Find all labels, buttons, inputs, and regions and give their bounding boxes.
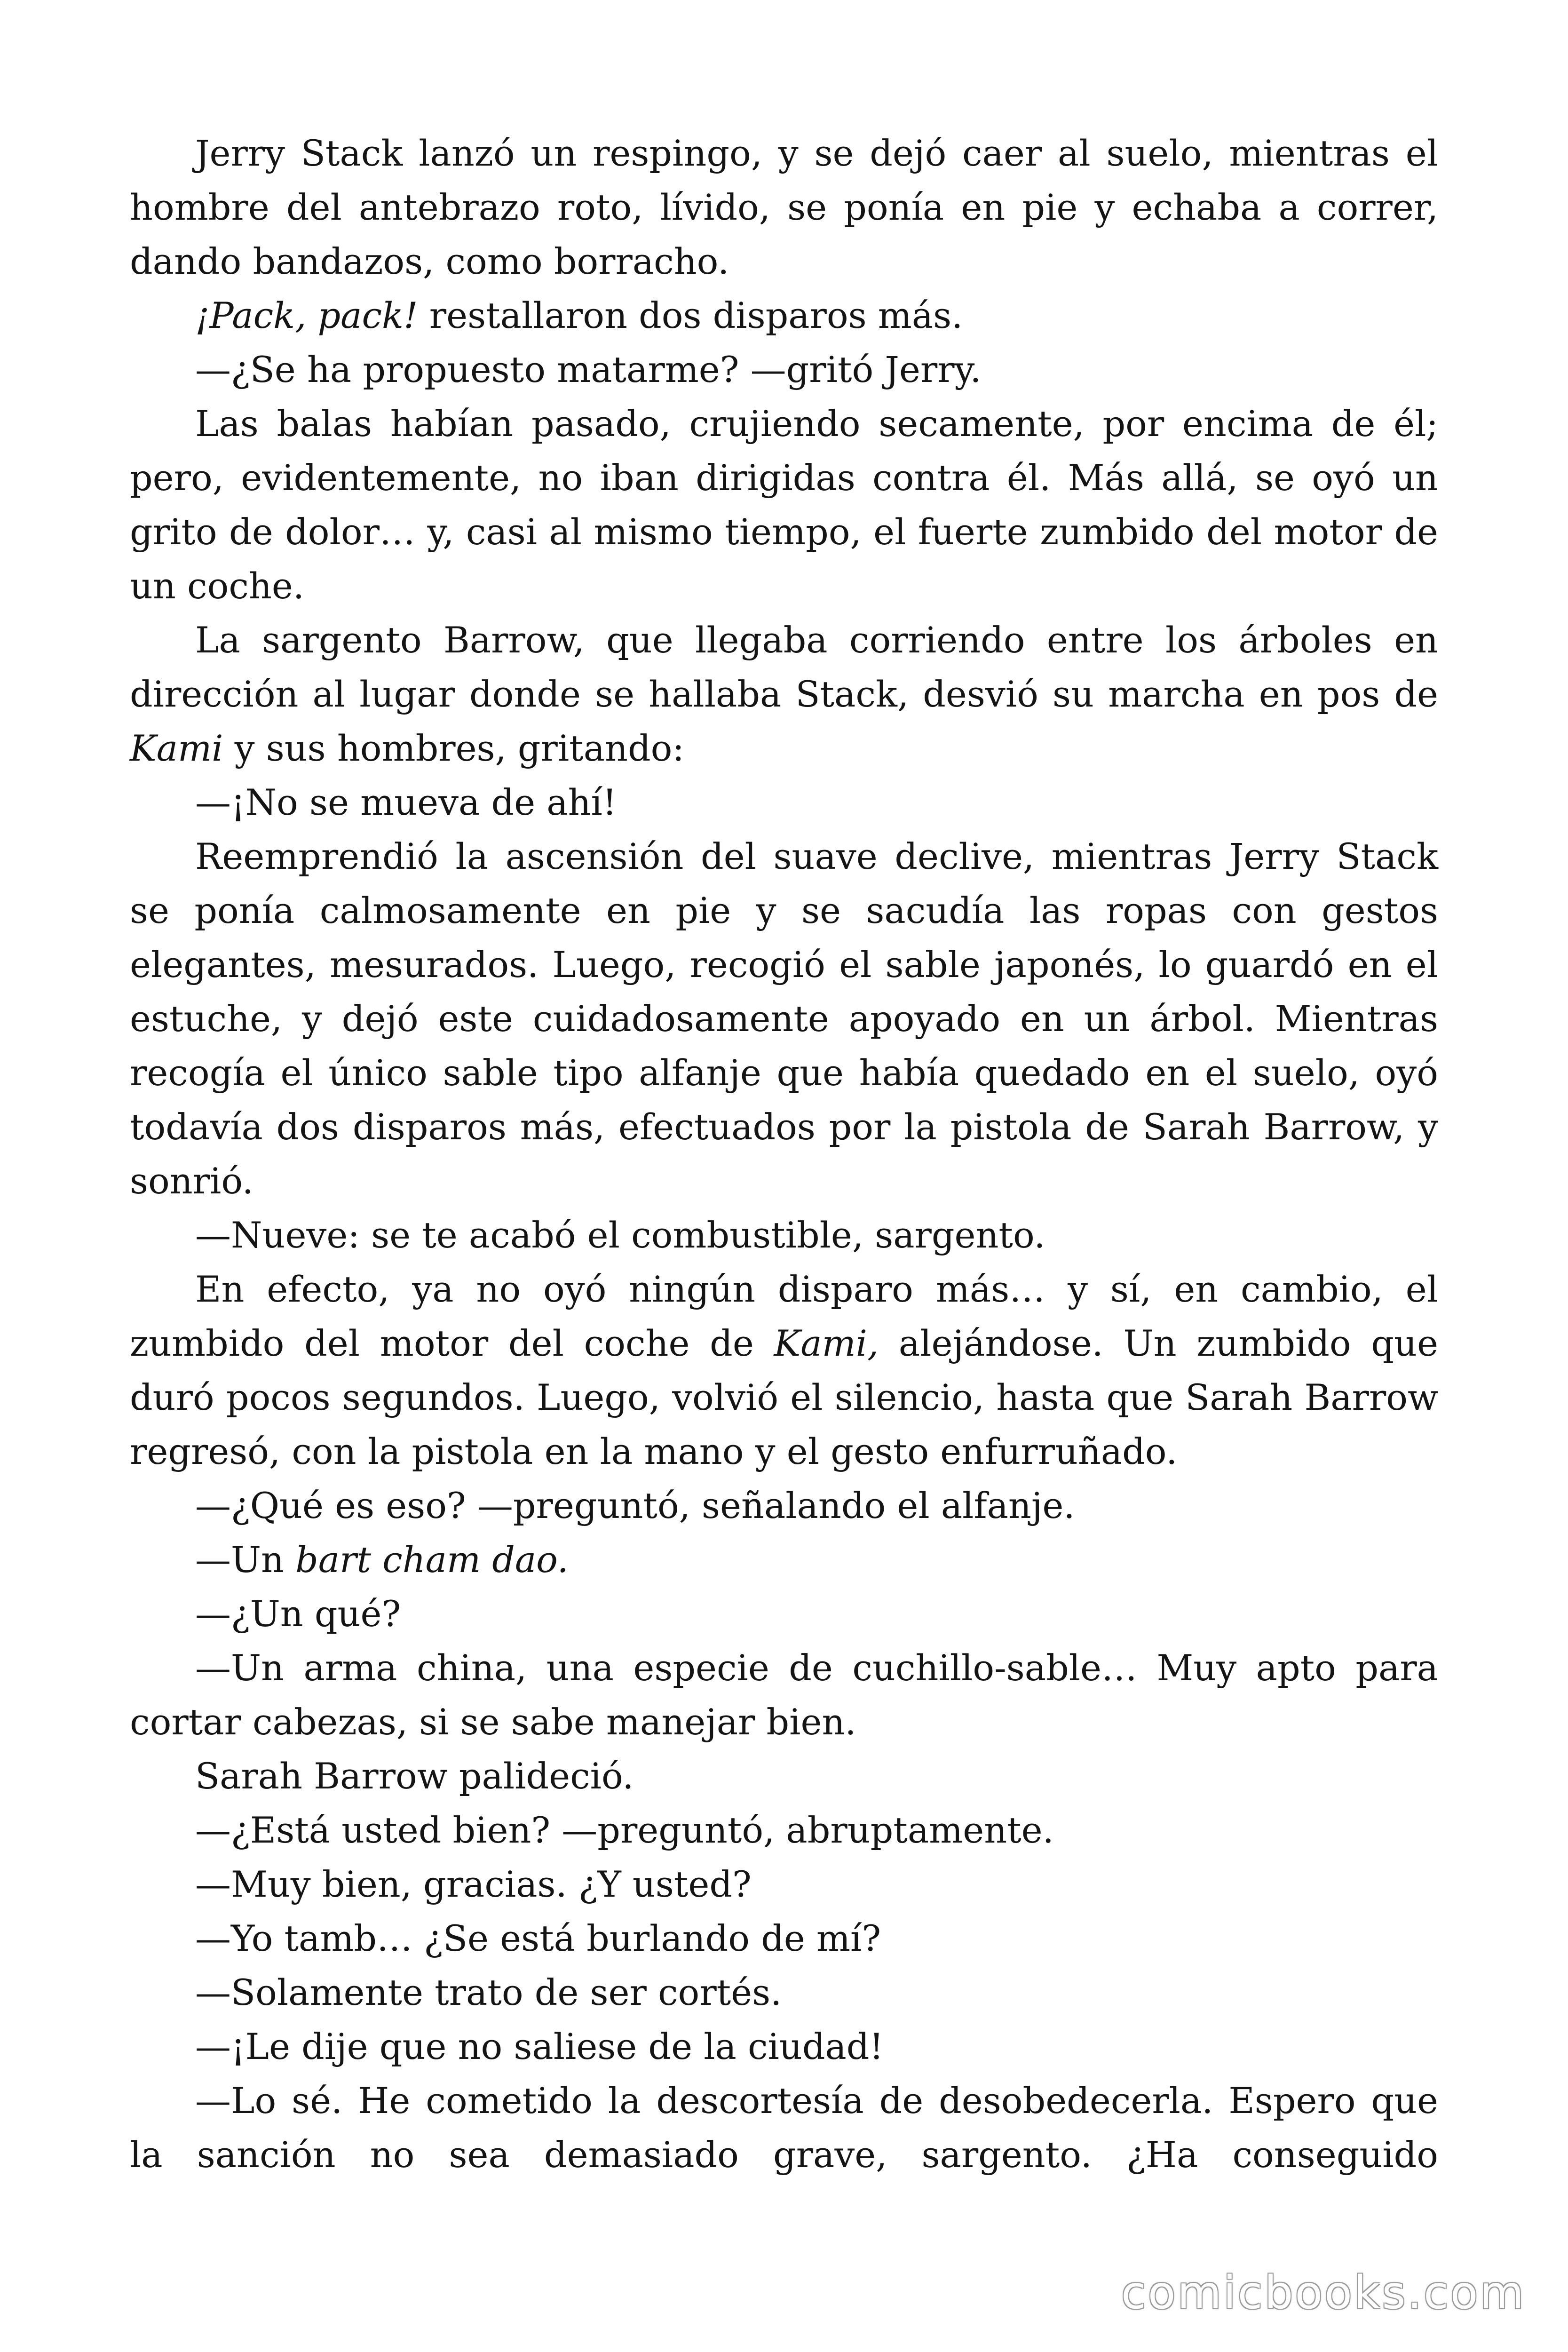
paragraph — [130, 1533, 1438, 1587]
text-run: La sargento Barrow, que llegaba corriendo entre los árboles en dirección al lugar donde se hallaba Stack, desvió su marcha en pos de — [130, 619, 1438, 715]
italic-run: ¡Pack, pack! — [195, 294, 418, 336]
paragraph — [130, 1965, 1438, 2019]
text-run: En efecto, ya no oyó ningún disparo más… y sí, en cambio, el zumbido del motor del coche de — [130, 1268, 1438, 1364]
text-run: —¿Qué es eso? —preguntó, señalando el alfanje. — [195, 1485, 1075, 1526]
italic-run: Kami — [130, 727, 223, 769]
paragraph — [130, 288, 1438, 342]
paragraph — [130, 1587, 1438, 1641]
paragraph — [130, 1208, 1438, 1262]
text-run: —¿Se ha propuesto matarme? —gritó Jerry. — [195, 349, 982, 390]
text-run: —Muy bien, gracias. ¿Y usted? — [195, 1863, 752, 1905]
site-watermark: comicbooks.com — [1121, 2266, 1526, 2319]
paragraph — [130, 126, 1438, 288]
text-run: —Un arma china, una especie de cuchillo-sable… Muy apto para cortar cabezas, si se sabe manejar bien. — [130, 1647, 1438, 1743]
paragraph — [130, 342, 1438, 397]
text-run: Reemprendió la ascensión del suave declive, mientras Jerry Stack se ponía calmosamente en pie y se sacudía las ropas con gestos elegantes, mesurados. Luego, recogió el sable japonés, lo guardó en el estuche, y dejó este cuidadosamente apoyado en un árbol. Mientras recogía el único sable tipo alfanje que había quedado en el suelo, oyó todavía dos disparos más, efectuados por la pistola de Sarah Barrow, y sonrió. — [130, 835, 1438, 1202]
book-page-text — [130, 126, 1438, 2182]
text-run: y sus hombres, gritando: — [223, 727, 684, 769]
paragraph — [130, 1911, 1438, 1965]
text-run: —Solamente trato de ser cortés. — [195, 1971, 782, 2013]
text-run: —¿Está usted bien? —preguntó, abruptamente. — [195, 1809, 1054, 1851]
text-run: Las balas habían pasado, crujiendo secamente, por encima de él; pero, evidentemente, no iban dirigidas contra él. Más allá, se oyó un grito de dolor… y, casi al mismo tiempo, el fuerte zumbido del motor de un coche. — [130, 403, 1438, 607]
text-run: —Nueve: se te acabó el combustible, sargento. — [195, 1214, 1045, 1256]
paragraph — [130, 1478, 1438, 1533]
paragraph — [130, 829, 1438, 1208]
paragraph — [130, 2019, 1438, 2074]
text-run: —¡Le dije que no saliese de la ciudad! — [195, 2026, 884, 2067]
text-run: Sarah Barrow palideció. — [195, 1755, 634, 1797]
paragraph — [130, 1262, 1438, 1478]
text-run: —Un — [195, 1539, 296, 1581]
paragraph — [130, 2074, 1438, 2182]
paragraph — [130, 1803, 1438, 1857]
text-run: —¿Un qué? — [195, 1593, 401, 1635]
text-run: alejándose. Un zumbido que duró pocos segundos. Luego, volvió el silencio, hasta que Sarah Barrow regresó, con la pistola en la mano y el gesto enfurruñado. — [130, 1322, 1438, 1472]
italic-run: bart cham dao. — [295, 1539, 569, 1581]
text-run: —Yo tamb… ¿Se está burlando de mí? — [195, 1917, 881, 1959]
text-run: —¡No se mueva de ahí! — [195, 781, 617, 823]
text-run: —Lo sé. He cometido la descortesía de desobedecerla. Espero que la sanción no sea demasiado grave, sargento. ¿Ha conseguido — [130, 2080, 1438, 2176]
paragraph — [130, 397, 1438, 613]
paragraph — [130, 1857, 1438, 1911]
text-run: Jerry Stack lanzó un respingo, y se dejó caer al suelo, mientras el hombre del antebrazo roto, lívido, se ponía en pie y echaba a correr, dando bandazos, como borracho. — [130, 132, 1438, 282]
paragraph — [130, 1641, 1438, 1749]
paragraph — [130, 613, 1438, 775]
paragraph — [130, 1749, 1438, 1803]
paragraph — [130, 775, 1438, 829]
text-run: restallaron dos disparos más. — [418, 294, 963, 336]
italic-run: Kami, — [774, 1322, 879, 1364]
